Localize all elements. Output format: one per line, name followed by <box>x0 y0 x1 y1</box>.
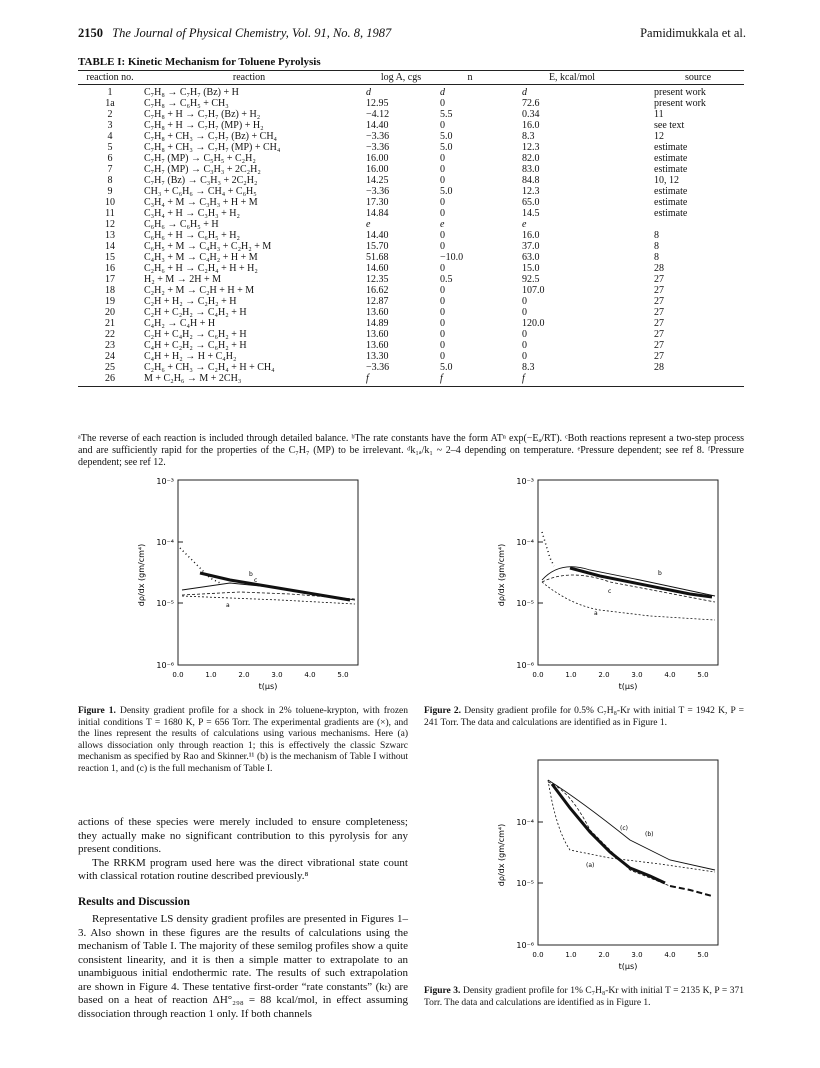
col-header: reaction <box>142 71 356 85</box>
journal-citation: The Journal of Physical Chemistry, Vol. 91, No. 8, 1987 <box>112 26 392 40</box>
table-cell: estimate <box>654 142 688 153</box>
table-cell: estimate <box>654 164 688 175</box>
table-row <box>78 219 744 230</box>
table-cell: 5.0 <box>440 362 453 373</box>
col-header: reaction no. <box>78 71 142 85</box>
table-cell: C₆H₆ + H → C₆H₅ + H₂ <box>144 230 240 241</box>
table-cell: 13.60 <box>366 329 389 340</box>
table-cell: 8 <box>654 230 659 241</box>
x-axis-label: t(μs) <box>618 682 638 691</box>
table-header-row <box>78 71 744 85</box>
table-cell: e <box>440 219 445 230</box>
table-cell: 15.0 <box>522 263 540 274</box>
table-cell: C₄H₃ + M → C₄H₂ + H + M <box>144 252 258 263</box>
curve-label: b <box>658 570 662 577</box>
curve-label: b <box>249 571 253 578</box>
col-header: n <box>438 71 502 85</box>
table-cell: 37.0 <box>522 241 540 252</box>
table-cell: 63.0 <box>522 252 540 263</box>
table-cell: 15 <box>105 252 115 263</box>
paragraph: actions of these species were merely included to ensure completeness; they actually make no significant contribution to this pyrolysis for any present conditions. <box>78 816 408 855</box>
table-cell: e <box>522 219 527 230</box>
table-cell: 92.5 <box>522 274 540 285</box>
x-tick-label: 3.0 <box>271 671 283 679</box>
table-row <box>78 153 744 164</box>
table-cell: 22 <box>105 329 115 340</box>
table-cell: C₂H + C₂H₂ → C₄H₂ + H <box>144 307 247 318</box>
table-cell: f <box>502 373 624 387</box>
y-tick-label: 10⁻⁴ <box>516 538 534 547</box>
table-cell: 9 <box>107 186 113 197</box>
table-cell: 27 <box>654 307 664 318</box>
table-cell: estimate <box>654 153 688 164</box>
table-cell: C₄H₂ → C₄H + H <box>144 318 216 329</box>
table-cell: 0 <box>522 351 527 362</box>
x-tick-label: 2.0 <box>598 951 610 959</box>
table-cell: C₂H + C₄H₂ → C₆H₂ + H <box>144 329 247 340</box>
table-cell: C₂H + H₂ → C₂H₂ + H <box>144 296 237 307</box>
table-cell: 0 <box>440 120 445 131</box>
table-cell: C₆H₆ → C₆H₅ + H <box>144 219 219 230</box>
table-cell: −3.36 <box>366 131 390 142</box>
table-cell: 17.30 <box>366 197 389 208</box>
table-cell: 1 <box>107 87 113 98</box>
table-cell: 12 <box>654 131 664 142</box>
table-cell: 0 <box>440 208 445 219</box>
table-cell: C₇H₈ + H → C₇H₇ (MP) + H₂ <box>144 120 264 131</box>
plot-frame <box>178 480 358 665</box>
table-cell: C₆H₅ + M → C₄H₃ + C₂H₂ + M <box>144 241 272 252</box>
table-cell: 10, 12 <box>654 175 679 186</box>
table-cell: C₂H₂ + M → C₂H + H + M <box>144 285 255 296</box>
table-row <box>78 351 744 362</box>
caption-text: Density gradient profile for a shock in 2% toluene-krypton, with frozen initial conditions T = 1680 K, P = 656 Torr. The experimental gradients are (×), and the lines represent the results of calculations using various mechanisms. Here (a) allows dissociation only through reaction 1; this is effectively the classic Szwarc mechanism as specified by Rao and Skinner.¹¹ (b) is the mechanism of Table I without reaction 1, and (c) is the full mechanism of Table I. <box>78 706 409 774</box>
curve-a <box>548 780 715 872</box>
table-cell: 27 <box>654 329 664 340</box>
table-cell: C₃H₄ + H → C₃H₃ + H₂ <box>144 208 240 219</box>
table-row <box>78 241 744 252</box>
table-cell: 3 <box>107 120 113 131</box>
table-cell: 12.3 <box>522 186 540 197</box>
table-cell: 5.5 <box>440 109 453 120</box>
x-tick-label: 5.0 <box>337 671 349 679</box>
table-cell: C₇H₇ (MP) → C₃H₃ + 2C₂H₂ <box>144 164 261 175</box>
table-row <box>78 120 744 131</box>
y-tick-label: 10⁻⁶ <box>156 661 174 670</box>
table-cell: 12.87 <box>366 296 389 307</box>
table-cell: 4 <box>107 131 113 142</box>
table-cell: −3.36 <box>366 186 390 197</box>
table-cell: 120.0 <box>522 318 545 329</box>
y-tick-label: 10⁻⁶ <box>516 941 534 950</box>
table-cell: 14.84 <box>366 208 389 219</box>
curve-label: (b) <box>645 831 654 838</box>
x-tick-label: 5.0 <box>697 671 709 679</box>
caption-text: Density gradient profile for 1% C₇H₈-Kr with initial T = 2135 K, P = 371 Torr. The data and calculations are identified as in Figure 1. <box>424 986 744 1008</box>
table-row <box>78 318 744 329</box>
curve-c <box>542 575 715 602</box>
table-cell: 25 <box>105 362 115 373</box>
table-cell: 14.25 <box>366 175 389 186</box>
table-cell: 0.34 <box>522 109 540 120</box>
table-cell: e <box>366 219 371 230</box>
table-cell: 27 <box>654 296 664 307</box>
table-cell: 21 <box>105 318 115 329</box>
table-cell: 8.3 <box>522 362 535 373</box>
paragraph: Representative LS density gradient profiles are presented in Figures 1–3. Also shown in these figures are the results of calculations using the mechanism of Table I. The majority of these semilog profiles show a quite consistent linearity, and it is then a simple matter to extrapolate to an unambiguous initial endothermic rate. The results of such extrapolation are shown in Figure 4. These tentative first-order “rate constants” (kₜ) are based on a heat of reaction ΔH°₂₉₈ = 88 kcal/mol, in effect assuming dissociation through reaction 1 only. If both channels <box>78 913 408 1020</box>
table-title: TABLE I: Kinetic Mechanism for Toluene Pyrolysis <box>78 56 321 68</box>
x-tick-label: 0.0 <box>532 951 544 959</box>
table-cell: 51.68 <box>366 252 389 263</box>
table-cell: 12.3 <box>522 142 540 153</box>
table-cell: 0 <box>440 329 445 340</box>
table-row <box>78 362 744 373</box>
table-cell: present work <box>654 87 706 98</box>
y-axis-label: dρ/dx (gm/cm⁴) <box>137 543 146 607</box>
table-cell: 0 <box>440 98 445 109</box>
table-cell: 14.40 <box>366 120 389 131</box>
y-axis-label: dρ/dx (gm/cm⁴) <box>497 543 506 607</box>
table-cell: 5.0 <box>440 131 453 142</box>
table-cell: 5.0 <box>440 142 453 153</box>
table-cell: 17 <box>105 274 115 285</box>
table-cell: 14.5 <box>522 208 540 219</box>
table-cell: 27 <box>654 274 664 285</box>
table-cell: 14.60 <box>366 263 389 274</box>
table-cell: 27 <box>654 351 664 362</box>
table-row <box>78 85 744 99</box>
table-cell: 0 <box>440 285 445 296</box>
y-tick-label: 10⁻⁴ <box>156 538 174 547</box>
table-cell: 16.0 <box>522 230 540 241</box>
table-cell: CH₃ + C₆H₆ → CH₄ + C₆H₅ <box>144 186 257 197</box>
y-tick-label: 10⁻³ <box>516 477 534 486</box>
x-axis-label: t(μs) <box>618 962 638 971</box>
y-tick-label: 10⁻⁵ <box>156 599 174 608</box>
table-cell: present work <box>654 98 706 109</box>
table-cell: 11 <box>105 208 115 219</box>
table-cell: 1a <box>105 98 115 109</box>
table-cell <box>624 219 744 230</box>
table-row <box>78 307 744 318</box>
table-row <box>78 208 744 219</box>
table-cell: estimate <box>654 208 688 219</box>
curve-label: c <box>608 588 612 595</box>
table-cell: C₄H + H₂ → H + C₄H₂ <box>144 351 237 362</box>
table-cell: 82.0 <box>522 153 540 164</box>
plot-frame <box>538 760 718 945</box>
curve-label: a <box>594 610 598 617</box>
table-row <box>78 373 744 387</box>
table-cell: 84.8 <box>522 175 540 186</box>
x-tick-label: 3.0 <box>631 951 643 959</box>
data-points <box>570 568 712 597</box>
x-tick-label: 1.0 <box>205 671 217 679</box>
table-cell: 8.3 <box>522 131 535 142</box>
table-cell: 83.0 <box>522 164 540 175</box>
table-cell: 0 <box>440 340 445 351</box>
table-cell: −10.0 <box>440 252 464 263</box>
table-cell: 0 <box>440 153 445 164</box>
table-cell: C₇H₈ → C₆H₅ + CH₃ <box>144 98 229 109</box>
x-tick-label: 2.0 <box>238 671 250 679</box>
figure-3-plot <box>490 750 730 972</box>
body-column-left <box>78 816 408 1021</box>
table-cell: C₇H₈ + H → C₇H₇ (Bz) + H₂ <box>144 109 261 120</box>
table-cell: C₂H₆ + H → C₂H₄ + H + H₂ <box>144 263 258 274</box>
table-cell: f <box>438 373 502 387</box>
table-cell: 18 <box>105 285 115 296</box>
curve-label: (a) <box>586 862 595 869</box>
table-cell: 14 <box>105 241 115 252</box>
x-tick-label: 1.0 <box>565 951 577 959</box>
table-row <box>78 329 744 340</box>
table-row <box>78 263 744 274</box>
caption-text: Density gradient profile for 0.5% C₇H₈-Kr with initial T = 1942 K, P = 241 Torr. The data and calculations are identified as in Figure 1. <box>424 706 745 728</box>
table-cell: 0 <box>440 263 445 274</box>
running-header <box>78 26 391 41</box>
y-axis-label: dρ/dx (gm/cm⁴) <box>497 823 506 887</box>
table-cell: 16 <box>105 263 115 274</box>
table-cell: 107.0 <box>522 285 545 296</box>
table-row <box>78 230 744 241</box>
table-cell: 12.95 <box>366 98 389 109</box>
table-row <box>78 164 744 175</box>
page-number: 2150 <box>78 26 103 40</box>
table-cell: 0 <box>440 197 445 208</box>
table-cell: 28 <box>654 362 664 373</box>
table-cell: 0 <box>440 351 445 362</box>
table-cell: 0 <box>522 296 527 307</box>
curve-a <box>542 582 715 620</box>
table-cell: 0 <box>440 241 445 252</box>
x-tick-label: 3.0 <box>631 671 643 679</box>
table-cell: −3.36 <box>366 362 390 373</box>
table-row <box>78 175 744 186</box>
table-cell: 11 <box>654 109 664 120</box>
table-cell: 2 <box>107 109 113 120</box>
table-cell: 19 <box>105 296 115 307</box>
table-cell: 27 <box>654 318 664 329</box>
x-tick-label: 4.0 <box>304 671 316 679</box>
table-cell: 72.6 <box>522 98 540 109</box>
curve-b <box>548 780 715 870</box>
table-cell: 13 <box>105 230 115 241</box>
curve-label: c <box>254 577 258 584</box>
table-cell: −4.12 <box>366 109 390 120</box>
x-tick-label: 4.0 <box>664 951 676 959</box>
table-cell: 16.00 <box>366 164 389 175</box>
table-cell: 27 <box>654 340 664 351</box>
table-cell: 5.0 <box>440 186 453 197</box>
table-cell: 0 <box>440 296 445 307</box>
table-cell: 6 <box>107 153 113 164</box>
caption-label: Figure 1. <box>78 706 116 716</box>
x-tick-label: 0.0 <box>172 671 184 679</box>
col-header: log A, cgs <box>356 71 438 85</box>
table-cell: 16.00 <box>366 153 389 164</box>
table-cell: 8 <box>107 175 113 186</box>
table-cell: 13.60 <box>366 307 389 318</box>
table-cell: C₄H + C₂H₂ → C₆H₂ + H <box>144 340 247 351</box>
caption-label: Figure 2. <box>424 706 462 716</box>
table-cell: 13.30 <box>366 351 389 362</box>
table-row <box>78 252 744 263</box>
authors: Pamidimukkala et al. <box>640 26 746 40</box>
table-cell: 0.5 <box>440 274 453 285</box>
table-cell <box>624 373 744 387</box>
table-row <box>78 296 744 307</box>
table-cell: C₂H₆ + CH₃ → C₂H₄ + H + CH₄ <box>144 362 275 373</box>
table-cell: M + C₂H₆ → M + 2CH₃ <box>142 373 356 387</box>
table-cell: 0 <box>440 175 445 186</box>
data-points-late <box>670 886 712 896</box>
table-cell: d <box>522 87 527 98</box>
table-cell: 0 <box>522 340 527 351</box>
caption-label: Figure 3. <box>424 986 461 996</box>
figure-3-caption <box>424 986 744 1009</box>
table-cell: 24 <box>105 351 115 362</box>
section-heading: Results and Discussion <box>78 895 190 908</box>
table-cell: 0 <box>440 307 445 318</box>
table-cell: −3.36 <box>366 142 390 153</box>
table-cell: 0 <box>522 307 527 318</box>
y-tick-label: 10⁻⁵ <box>516 599 534 608</box>
paragraph: The RRKM program used here was the direct vibrational state count with classical rotation routine described previously.⁸ <box>78 856 408 882</box>
figure-1-caption <box>78 706 408 775</box>
table-cell: 0 <box>522 329 527 340</box>
table-cell: see text <box>654 120 685 131</box>
figure-2-plot <box>490 470 730 692</box>
table-cell: H₂ + M → 2H + M <box>144 274 221 285</box>
table-row <box>78 285 744 296</box>
table-row <box>78 274 744 285</box>
table-cell: 14.40 <box>366 230 389 241</box>
plot-frame <box>538 480 718 665</box>
table-cell: 0 <box>440 230 445 241</box>
y-tick-label: 10⁻³ <box>156 477 174 486</box>
table-cell: 27 <box>654 285 664 296</box>
y-tick-label: 10⁻⁶ <box>516 661 534 670</box>
figure-1-plot <box>130 470 370 692</box>
data-points-early <box>542 532 554 566</box>
table-cell: f <box>356 373 438 387</box>
col-header: E, kcal/mol <box>502 71 624 85</box>
table-cell: 12.35 <box>366 274 389 285</box>
table-cell: 20 <box>105 307 115 318</box>
table-cell: 0 <box>440 164 445 175</box>
table-cell: 8 <box>654 252 659 263</box>
col-header: source <box>624 71 744 85</box>
table-cell: 26 <box>78 373 142 387</box>
table-cell: estimate <box>654 186 688 197</box>
table-cell: 0 <box>440 318 445 329</box>
table-cell: 16.0 <box>522 120 540 131</box>
table-row <box>78 142 744 153</box>
x-tick-label: 5.0 <box>697 951 709 959</box>
table-cell: d <box>440 87 445 98</box>
figure-2-caption <box>424 706 744 729</box>
table-cell: 14.89 <box>366 318 389 329</box>
table-cell: 10 <box>105 197 115 208</box>
curve-label: a <box>226 602 230 609</box>
table-footnotes: ᵃThe reverse of each reaction is included through detailed balance. ᵇThe rate constants have the form ATⁿ exp(−Eₐ/RT). ᶜBoth reactions represent a two-step process and are sufficiently rapid for the properties of the C₇H₇ (MP) to be irrelevant. ᵈk₁ₐ/k₁ ~ 2–4 depending on temperature. ᵉPressure dependent; see ref 8. ᶠPressure dependent; see ref 12. <box>78 433 744 468</box>
table-cell: 8 <box>654 241 659 252</box>
table-cell: 65.0 <box>522 197 540 208</box>
table-row <box>78 197 744 208</box>
table-row <box>78 131 744 142</box>
table-cell: C₇H₈ + CH₃ → C₇H₇ (MP) + CH₄ <box>144 142 281 153</box>
curve-label: (c) <box>620 825 628 832</box>
x-tick-label: 2.0 <box>598 671 610 679</box>
y-tick-label: 10⁻⁵ <box>516 879 534 888</box>
table-cell: 23 <box>105 340 115 351</box>
table-cell: 7 <box>107 164 113 175</box>
table-cell: C₇H₈ → C₇H₇ (Bz) + H <box>144 87 239 98</box>
table-cell: d <box>366 87 371 98</box>
kinetic-mechanism-table <box>78 70 744 387</box>
table-cell: 16.62 <box>366 285 389 296</box>
table-row <box>78 98 744 109</box>
x-axis-label: t(μs) <box>258 682 278 691</box>
table-cell: 12 <box>105 219 115 230</box>
y-tick-label: 10⁻⁴ <box>516 818 534 827</box>
table-cell: 13.60 <box>366 340 389 351</box>
table-cell: C₇H₇ (Bz) → C₃H₃ + 2C₂H₂ <box>144 175 258 186</box>
x-tick-label: 4.0 <box>664 671 676 679</box>
table-cell: estimate <box>654 197 688 208</box>
table-row <box>78 186 744 197</box>
table-cell: C₃H₄ + M → C₃H₃ + H + M <box>144 197 258 208</box>
x-tick-label: 1.0 <box>565 671 577 679</box>
table-cell: C₇H₇ (MP) → C₅H₅ + C₂H₂ <box>144 153 256 164</box>
table-cell: 15.70 <box>366 241 389 252</box>
x-tick-label: 0.0 <box>532 671 544 679</box>
table-cell: 5 <box>107 142 113 153</box>
table-row <box>78 340 744 351</box>
table-cell: C₇H₈ + CH₃ → C₇H₇ (Bz) + CH₄ <box>144 131 278 142</box>
table-row <box>78 109 744 120</box>
table-cell: 28 <box>654 263 664 274</box>
